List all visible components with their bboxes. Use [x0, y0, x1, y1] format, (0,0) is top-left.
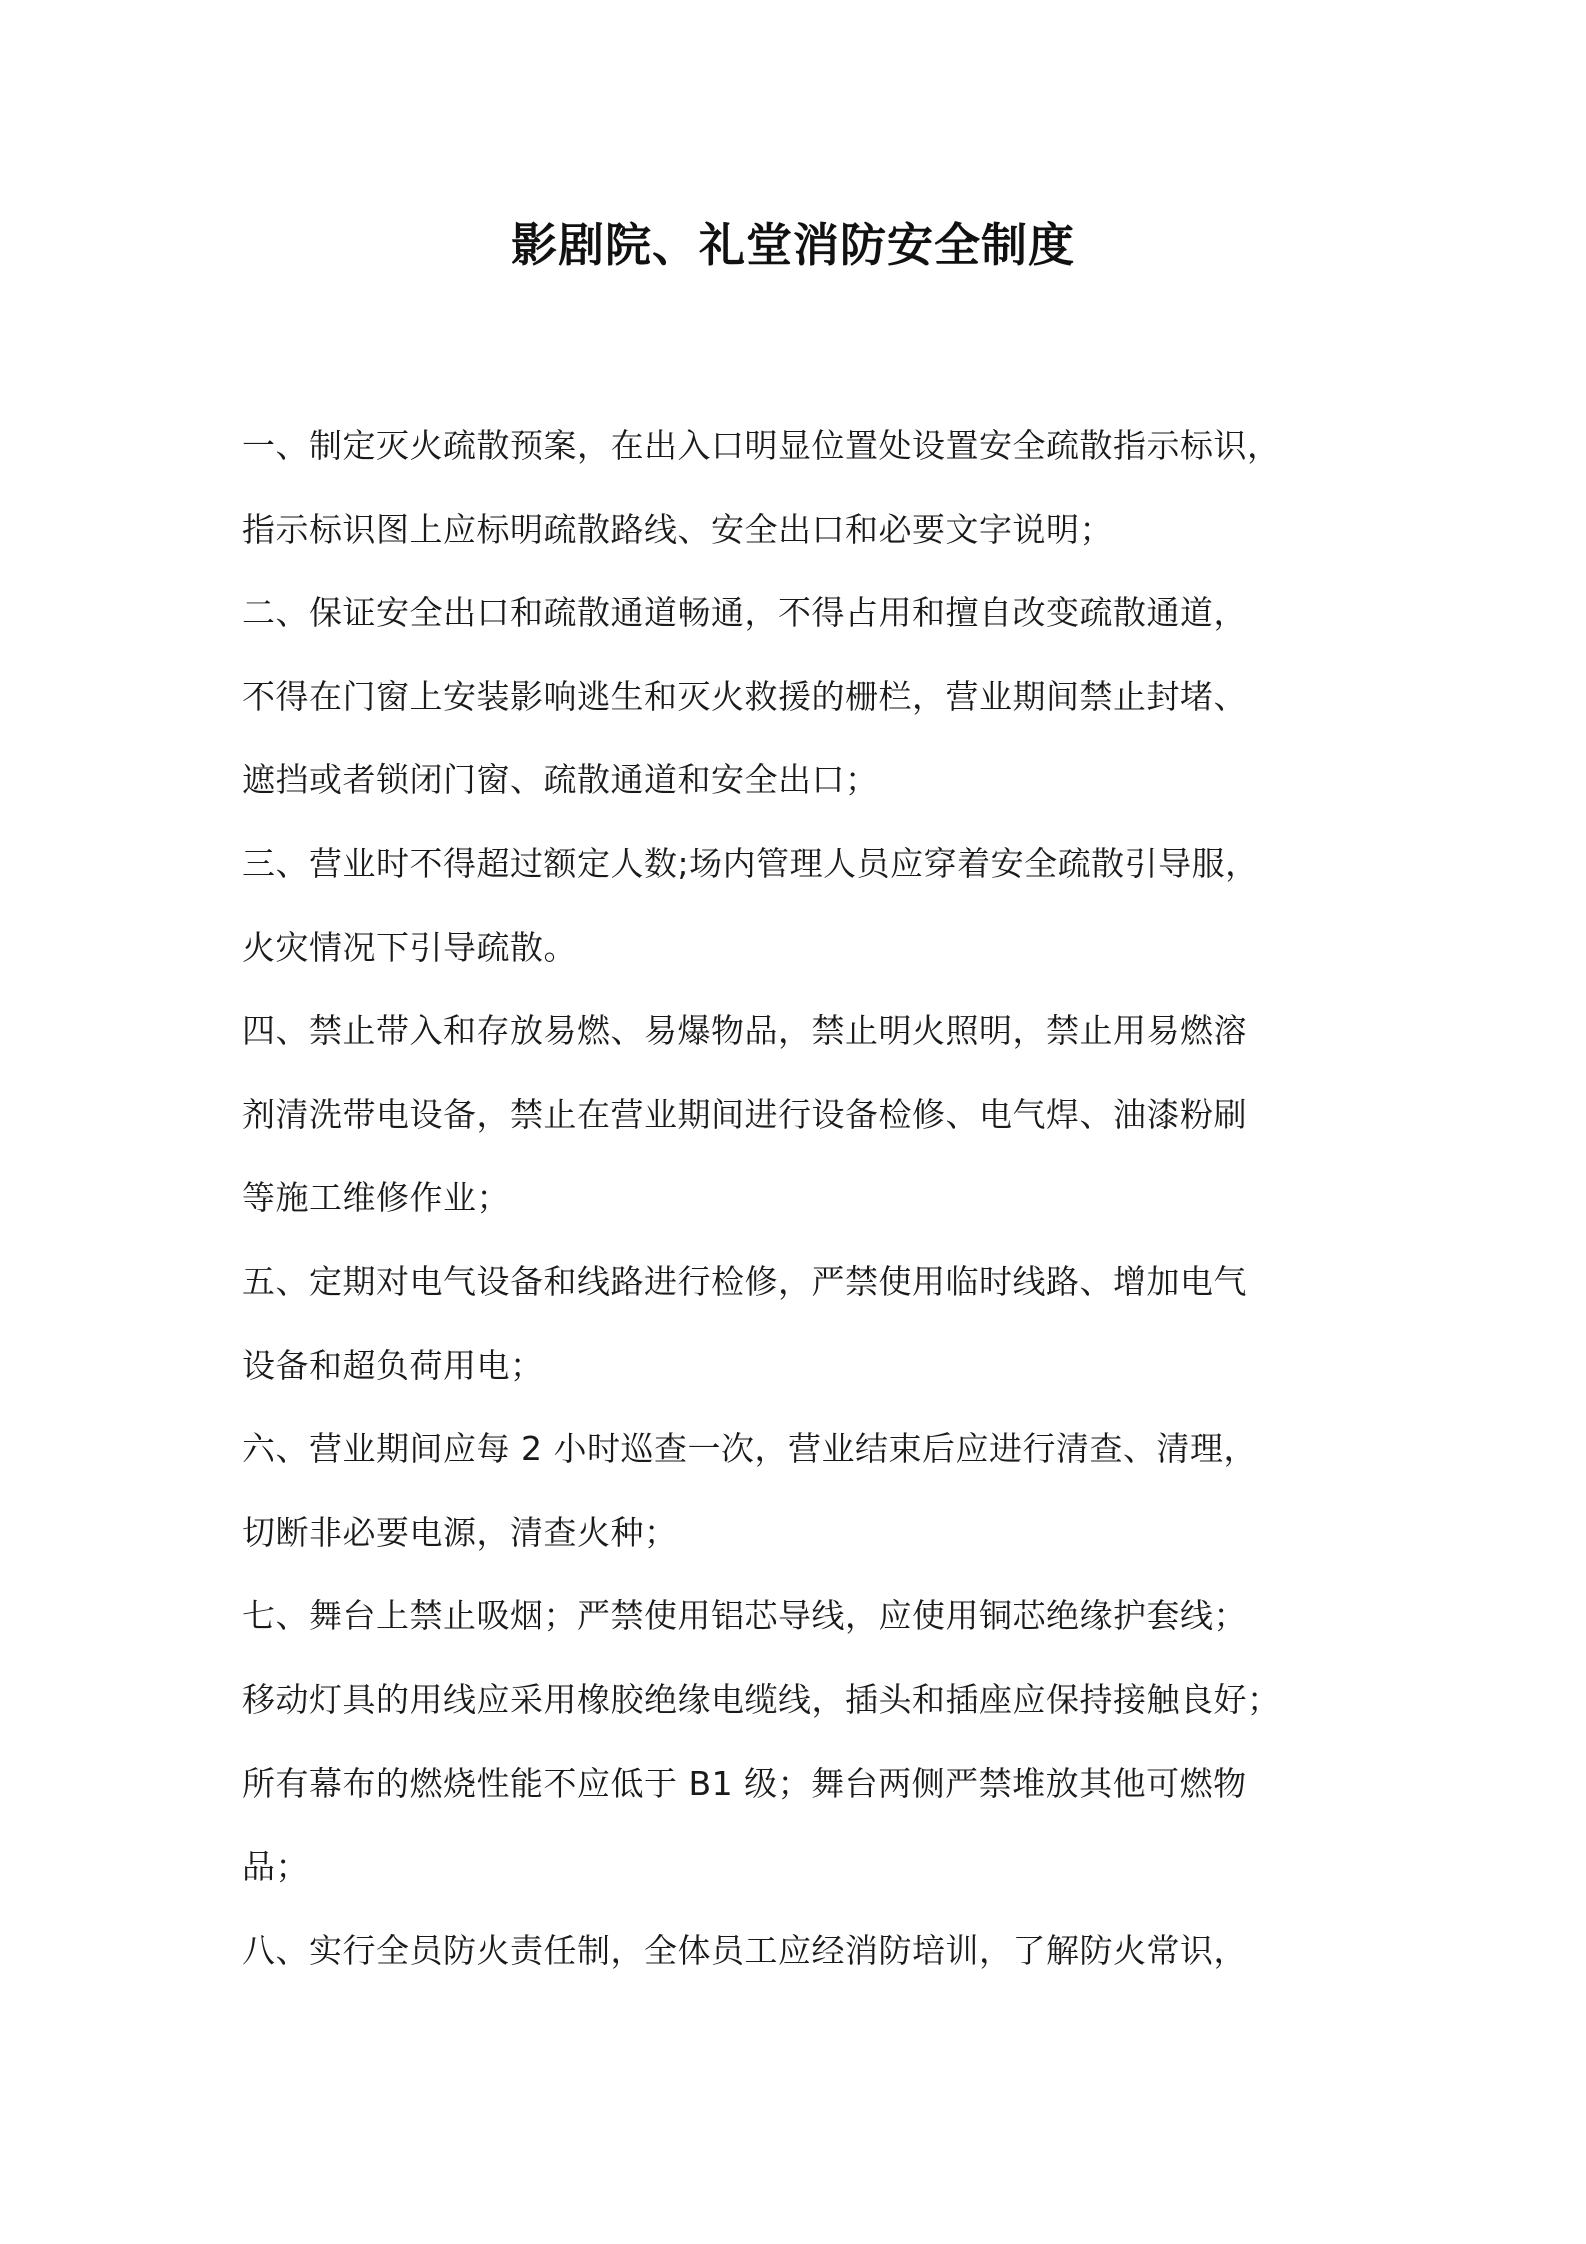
body-line: 二、保证安全出口和疏散通道畅通，不得占用和擅自改变疏散通道， [242, 593, 1247, 633]
body-line: 设备和超负荷用电； [242, 1345, 544, 1385]
body-line: 切断非必要电源，清查火种； [242, 1512, 678, 1552]
body-line: 不得在门窗上安装影响逃生和灭火救援的栅栏，营业期间禁止封堵、 [242, 676, 1247, 716]
body-line: 七、舞台上禁止吸烟；严禁使用铝芯导线，应使用铜芯绝缘护套线； [242, 1596, 1247, 1636]
body-line: 火灾情况下引导疏散。 [242, 927, 577, 967]
document-body [242, 404, 1362, 1992]
body-line: 六、营业期间应每 2 小时巡查一次，营业结束后应进行清查、清理， [242, 1429, 1257, 1469]
body-line: 移动灯具的用线应采用橡胶绝缘电缆线，插头和插座应保持接触良好； [242, 1679, 1281, 1719]
body-line: 八、实行全员防火责任制，全体员工应经消防培训，了解防火常识， [242, 1930, 1247, 1970]
body-line: 三、营业时不得超过额定人数;场内管理人员应穿着安全疏散引导服， [242, 843, 1259, 883]
body-line: 四、禁止带入和存放易燃、易爆物品，禁止明火照明，禁止用易燃溶 [242, 1011, 1247, 1051]
body-line: 品； [242, 1847, 309, 1887]
body-line: 指示标识图上应标明疏散路线、安全出口和必要文字说明； [242, 509, 1113, 549]
body-line: 五、定期对电气设备和线路进行检修，严禁使用临时线路、增加电气 [242, 1261, 1247, 1301]
body-line: 遮挡或者锁闭门窗、疏散通道和安全出口； [242, 760, 879, 800]
document-title: 影剧院、礼堂消防安全制度 [511, 218, 1075, 272]
body-line: 一、制定灭火疏散预案，在出入口明显位置处设置安全疏散指示标识， [242, 426, 1281, 465]
body-line: 剂清洗带电设备，禁止在营业期间进行设备检修、电气焊、油漆粉刷 [242, 1094, 1247, 1134]
body-line: 等施工维修作业； [242, 1178, 510, 1218]
body-line: 所有幕布的燃烧性能不应低于 B1 级；舞台两侧严禁堆放其他可燃物 [242, 1763, 1247, 1803]
